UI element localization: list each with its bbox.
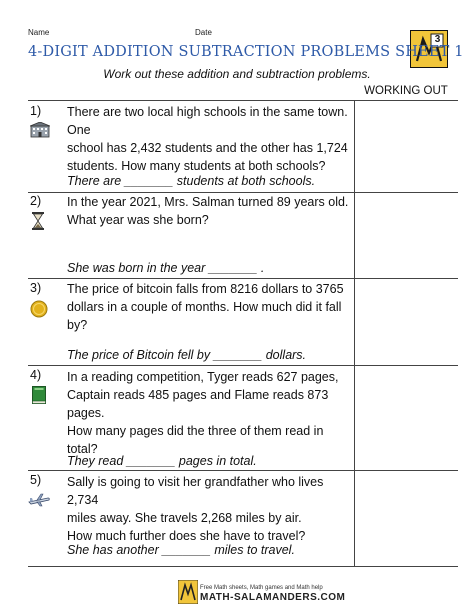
problem-line: Captain reads 485 pages and Flame reads 873 pages.	[67, 388, 329, 420]
problem-line: school has 2,432 students and the other has 1,724	[67, 141, 348, 155]
green-book-icon	[32, 386, 46, 409]
divider	[28, 278, 458, 279]
problem-line: The price of bitcoin falls from 8216 dollars to 3765	[67, 282, 344, 296]
divider	[28, 100, 458, 101]
working-out-header: WORKING OUT	[364, 85, 448, 97]
problem-line: Sally is going to visit her grandfather who lives 2,734	[67, 475, 324, 507]
problem-line: In the year 2021, Mrs. Salman turned 89 years old.	[67, 195, 349, 209]
problem-line: There are two local high schools in the same town. One	[67, 105, 348, 137]
problem-line: dollars in a couple of months. How much did it fall by?	[67, 300, 342, 332]
problem-text	[67, 368, 352, 458]
problem-number: 2)	[30, 194, 42, 208]
answer-sentence: There are _______ students at both schools.	[67, 174, 316, 188]
working-out-column-divider	[354, 100, 355, 566]
answer-sentence: She has another _______ miles to travel.	[67, 543, 295, 557]
divider	[28, 365, 458, 366]
page-title: 4-DIGIT ADDITION SUBTRACTION PROBLEMS SHEET 1	[28, 44, 464, 60]
problem-number: 1)	[30, 104, 42, 118]
problem-line: How much further does she have to travel?	[67, 529, 306, 543]
footer-brand[interactable]: MATH-SALAMANDERS.COM	[200, 592, 346, 603]
problem-line: What year was she born?	[67, 213, 209, 227]
answer-sentence: The price of Bitcoin fell by _______ dollars.	[67, 348, 307, 362]
problem-text	[67, 193, 352, 229]
problem-line: In a reading competition, Tyger reads 627 pages,	[67, 370, 339, 384]
hourglass-icon	[32, 212, 44, 235]
page-subtitle: Work out these addition and subtraction problems.	[103, 67, 371, 81]
answer-sentence: She was born in the year _______ .	[67, 261, 265, 275]
problem-line: How many pages did the three of them read in total?	[67, 424, 324, 456]
footer-salamander-icon	[178, 580, 198, 609]
airplane-icon	[28, 493, 50, 512]
problem-number: 3)	[30, 281, 42, 295]
problem-text	[67, 473, 352, 545]
answer-sentence: They read _______ pages in total.	[67, 454, 257, 468]
footer-tagline: Free Math sheets, Math games and Math help	[200, 585, 323, 591]
problem-number: 4)	[30, 368, 42, 382]
divider	[28, 566, 458, 567]
divider	[28, 470, 458, 471]
problem-line: students. How many students at both schools?	[67, 159, 326, 173]
problem-number: 5)	[30, 473, 42, 487]
date-label: Date	[195, 28, 212, 37]
name-label: Name	[28, 28, 50, 37]
school-building-icon	[30, 122, 50, 143]
problem-text	[67, 280, 352, 334]
logo-number: 3	[434, 34, 441, 45]
problem-line: miles away. She travels 2,268 miles by air.	[67, 511, 302, 525]
problem-text	[67, 103, 352, 175]
gold-coin-icon	[30, 300, 48, 323]
